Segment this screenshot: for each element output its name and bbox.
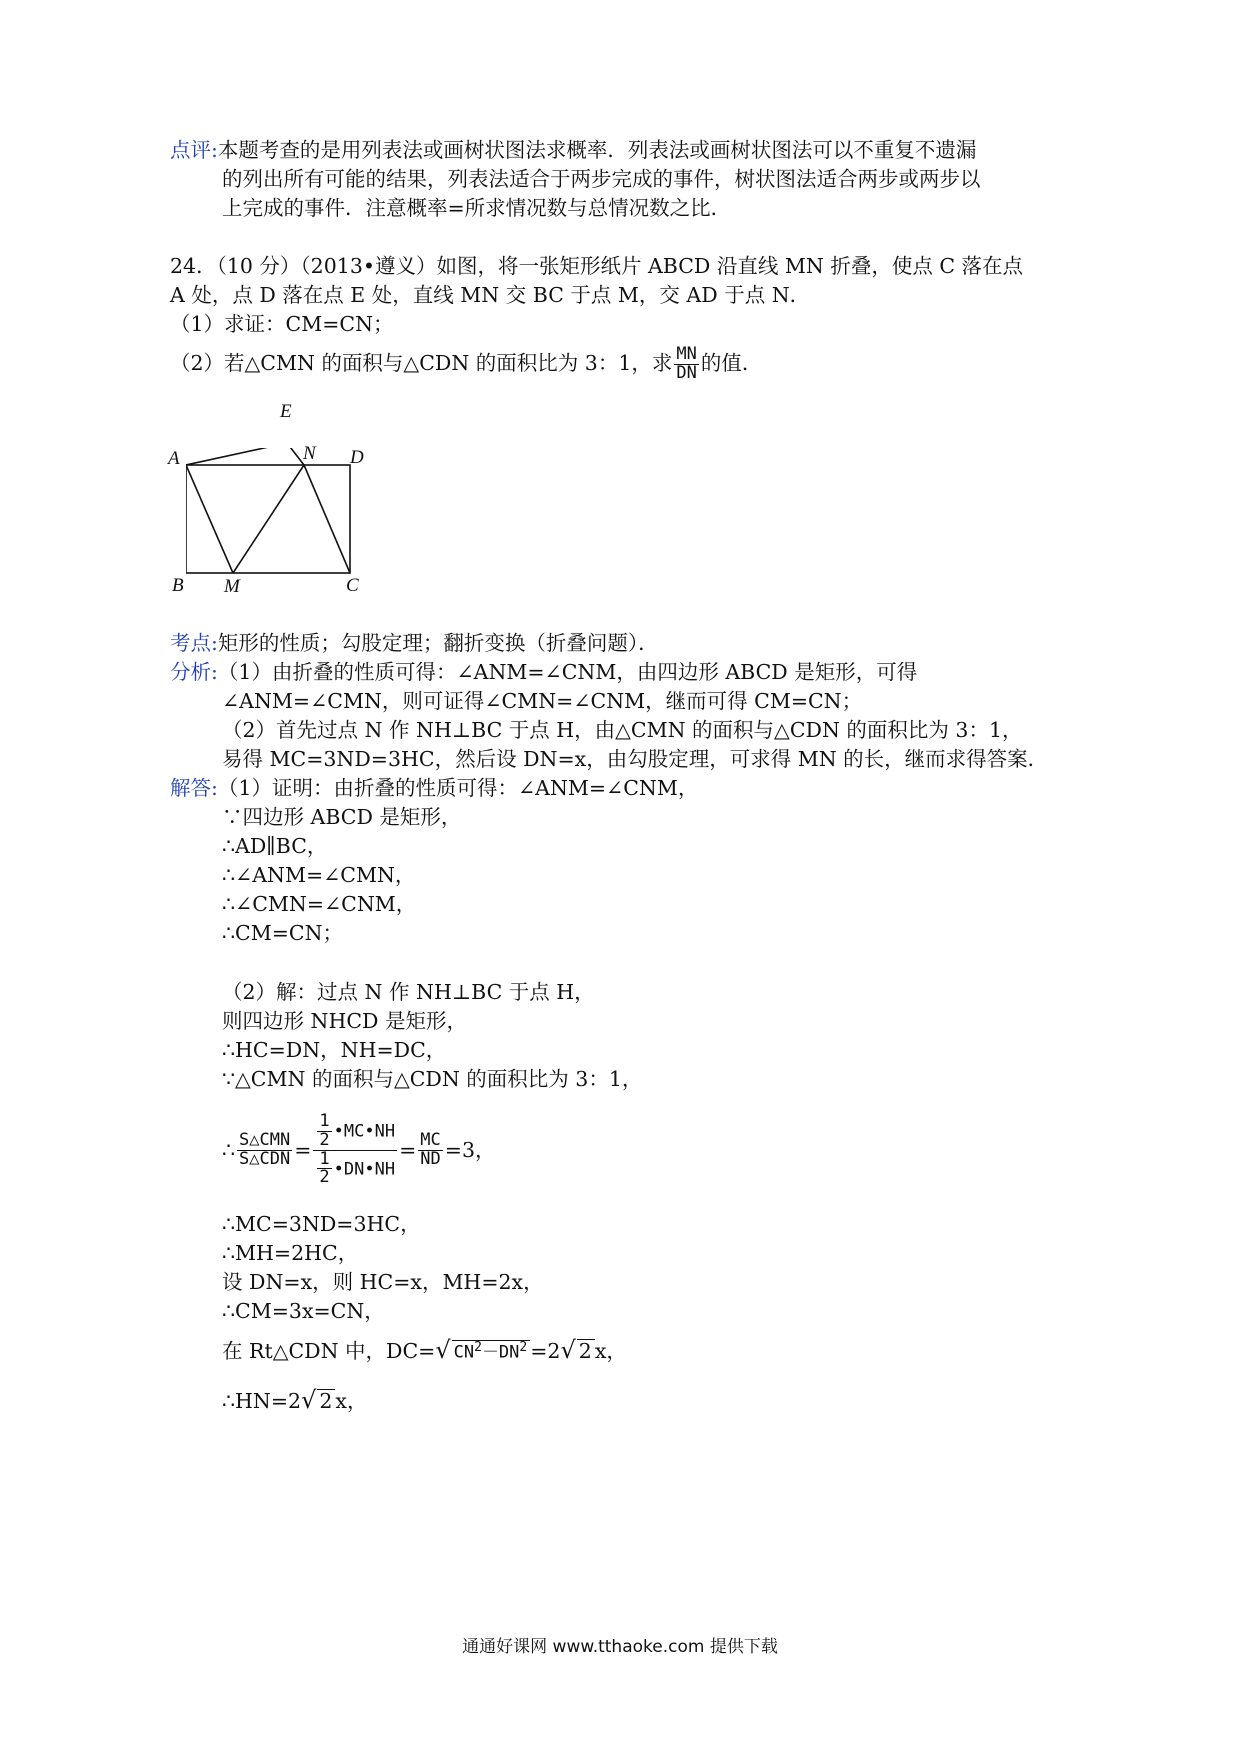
rt-cdn-line: 在 Rt△CDN 中，DC=√ $CN^2-DN^2 =2√$ 2 x， xyxy=(222,1336,627,1364)
jieda-p3-line-3: 设 DN=x，则 HC=x，MH=2x， xyxy=(222,1270,544,1294)
jieda-p3-line-4: ∴CM=3x=CN， xyxy=(222,1299,385,1323)
page-footer: 通通好课网 www.tthaoke.com 提供下载 xyxy=(462,1637,778,1657)
figure-labels xyxy=(160,395,400,605)
jieda-p2-line-3: ∴HC=DN，NH=DC， xyxy=(222,1038,447,1062)
area-ratio-equation: ∴ $\frac{\text{S△CMN}}{\text{S△CDN}}$ = $\frac{1}{2}$ •MC•NH $\frac{1}{2}$ •DN•NH = $\frac{MC}{ND}$ =3， xyxy=(222,1110,496,1188)
kaodian-label: 考点: xyxy=(170,631,218,655)
jieda-p3-line-1: ∴MC=3ND=3HC， xyxy=(222,1212,421,1236)
jieda-p2-line-4: ∵△CMN 的面积与△CDN 的面积比为 3：1， xyxy=(222,1067,643,1091)
kaodian-line: 考点:矩形的性质；勾股定理；翻折变换（折叠问题）． xyxy=(170,631,659,655)
jieda-line-4: ∴∠ANM=∠CMN， xyxy=(222,863,416,887)
label-b: B xyxy=(172,575,184,596)
radicand-cn-dn: $CN^2-DN^2$ xyxy=(452,1340,531,1363)
fenxi-line-3: （2）首先过点 N 作 NH⊥BC 于点 H，由△CMN 的面积与△CDN 的面积比为 3：1， xyxy=(222,718,1023,742)
comment-line-1: 点评:本题考查的是用列表法或画树状图法求概率．列表法或画树状图法可以不重复不遗漏 xyxy=(170,138,977,162)
half-product-fraction: $\frac{1}{2}$ •MC•NH $\frac{1}{2}$ •DN•NH xyxy=(313,1113,397,1187)
jieda-line-1: 解答:（1）证明：由折叠的性质可得：∠ANM=∠CNM， xyxy=(170,776,699,800)
jieda-line-5: ∴∠CMN=∠CNM， xyxy=(222,892,417,916)
radical-sign-3: √ xyxy=(301,1386,317,1414)
fenxi-line-4: 易得 MC=3ND=3HC，然后设 DN=x，由勾股定理，可求得 MN 的长，继而求得答案． xyxy=(222,747,1049,771)
jieda-line-2: ∵四边形 ABCD 是矩形， xyxy=(222,805,462,829)
jieda-label: 解答: xyxy=(170,776,218,800)
jieda-line-3: ∴AD∥BC， xyxy=(222,834,328,858)
label-c: C xyxy=(346,575,359,596)
label-d: D xyxy=(350,447,364,468)
fenxi-line-2: ∠ANM=∠CMN，则可证得∠CMN=∠CNM，继而可得 CM=CN； xyxy=(222,689,863,713)
comment-label: 点评: xyxy=(170,138,218,162)
radical-sign-2: √ xyxy=(560,1336,576,1364)
label-n: N xyxy=(303,443,316,464)
jieda-p2-line-2: 则四边形 NHCD 是矩形， xyxy=(222,1009,467,1033)
label-a: A xyxy=(168,448,180,469)
fenxi-label: 分析: xyxy=(170,660,218,684)
problem-line-1: 24．（10 分）（2013•遵义）如图，将一张矩形纸片 ABCD 沿直线 MN 折叠，使点 C 落在点 xyxy=(170,254,1024,278)
label-e: E xyxy=(280,401,292,422)
problem-part-2: （2）若△CMN 的面积与△CDN 的面积比为 3：1，求 $\frac{MN}{DN}$ 的值． xyxy=(170,344,763,383)
mn-over-dn-fraction: $\frac{MN}{DN}$ xyxy=(676,344,697,383)
jieda-p3-line-2: ∴MH=2HC， xyxy=(222,1241,359,1265)
hn-line: ∴HN=2√ 2 x， xyxy=(222,1386,368,1414)
comment-line-2: 的列出所有可能的结果，列表法适合于两步完成的事件，树状图法适合两步或两步以 xyxy=(222,167,981,191)
jieda-line-6: ∴CM=CN； xyxy=(222,921,344,945)
problem-part-1: （1）求证：CM=CN； xyxy=(170,312,394,336)
label-m: M xyxy=(224,576,240,597)
problem-line-2: A 处，点 D 落在点 E 处，直线 MN 交 BC 于点 M，交 AD 于点 N． xyxy=(170,283,811,307)
mc-over-nd-fraction: $\frac{MC}{ND}$ xyxy=(420,1129,441,1169)
fenxi-line-1: 分析:（1）由折叠的性质可得：∠ANM=∠CNM，由四边形 ABCD 是矩形，可得 xyxy=(170,660,918,684)
s-ratio-fraction: $\frac{\text{S△CMN}}{\text{S△CDN}}$ xyxy=(239,1129,291,1169)
comment-line-3: 上完成的事件．注意概率=所求情况数与总情况数之比． xyxy=(222,196,732,220)
radical-sign: √ xyxy=(435,1336,451,1364)
jieda-p2-line-1: （2）解：过点 N 作 NH⊥BC 于点 H， xyxy=(222,980,595,1004)
